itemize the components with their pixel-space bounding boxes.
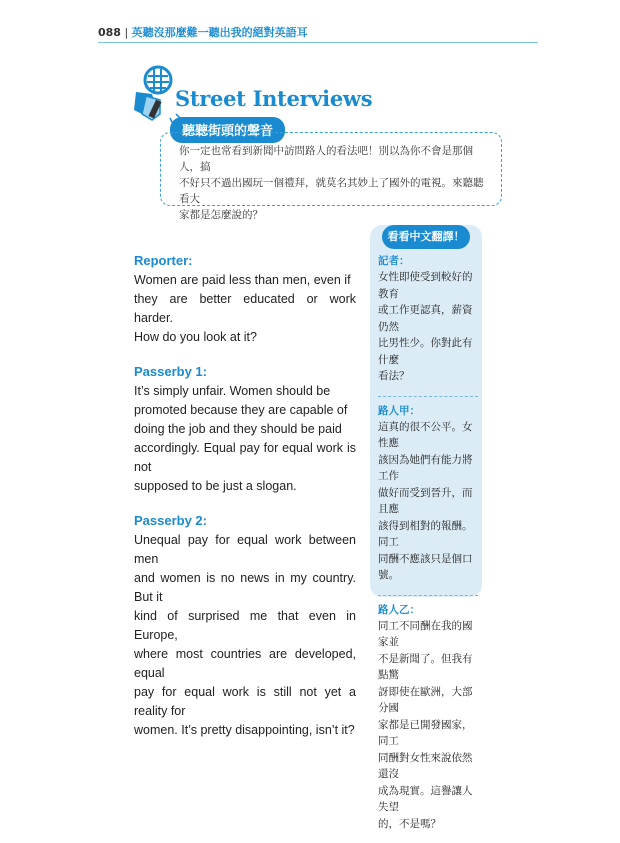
translation-line: 的，不是嗎？ xyxy=(378,817,441,830)
section-subtitle-badge: 聽聽街頭的聲音 xyxy=(170,117,285,143)
page-header xyxy=(98,24,538,40)
translation-speaker: 路人乙： xyxy=(378,603,420,616)
translation-line: 看法？ xyxy=(378,370,410,382)
header-rule xyxy=(98,42,538,43)
page-number: 088 xyxy=(98,26,121,39)
translation-line: 不是新聞了。但我有點驚 xyxy=(378,652,473,681)
translation-line: 做好而受到晉升，而且應 xyxy=(378,486,473,515)
dialogue-column xyxy=(134,253,356,757)
dialogue-block-passerby-2 xyxy=(134,513,356,740)
translation-line: 同酬對女性來說依然還沒 xyxy=(378,751,473,780)
speaker-label: Reporter: xyxy=(134,253,193,268)
translation-text xyxy=(378,269,478,385)
translation-content xyxy=(378,251,478,843)
dialogue-block-passerby-1 xyxy=(134,364,356,496)
dialogue-line: kind of surprised me that even in Europe, xyxy=(134,609,356,642)
translation-speaker: 記者： xyxy=(378,255,410,267)
dialogue-line: Unequal pay for equal work between men xyxy=(134,533,356,566)
dialogue-line: supposed to be just a slogan. xyxy=(134,479,297,493)
translation-entry-passerby-1 xyxy=(378,403,478,584)
dialogue-line: promoted because they are capable of xyxy=(134,403,348,417)
translation-line: 家都是已開發國家，同工 xyxy=(378,718,473,747)
section-title: Street Interviews xyxy=(175,86,373,111)
speaker-label: Passerby 1: xyxy=(134,364,207,379)
translation-text xyxy=(378,419,478,584)
header-separator: | xyxy=(124,26,132,39)
translation-line: 這真的很不公平。女性應 xyxy=(378,420,473,449)
translation-entry-reporter xyxy=(378,253,478,385)
dialogue-block-reporter xyxy=(134,253,356,347)
dialogue-line: accordingly. Equal pay for equal work is not xyxy=(134,441,356,474)
translation-panel xyxy=(370,225,482,830)
intro-line: 你一定也常看到新聞中訪問路人的看法吧！別以為你不會是那個人，搞 xyxy=(179,145,473,173)
intro-box xyxy=(160,132,502,221)
dialogue-line: doing the job and they should be paid xyxy=(134,422,342,436)
translation-panel-title: 看看中文翻譯！ xyxy=(382,225,470,249)
translation-speaker: 路人甲： xyxy=(378,404,420,417)
dialogue-line: where most countries are developed, equal xyxy=(134,647,356,680)
dialogue-line: It’s simply unfair. Women should be xyxy=(134,384,331,398)
speaker-label: Passerby 2: xyxy=(134,513,207,528)
translation-line: 女性即使受到較好的教育 xyxy=(378,271,473,300)
translation-line: 或工作更認真，薪資仍然 xyxy=(378,304,473,333)
dialogue-line: How do you look at it? xyxy=(134,330,257,344)
translation-text xyxy=(378,618,478,833)
dialogue-line: women. It’s pretty disappointing, isn’t it? xyxy=(134,723,355,737)
intro-line: 家都是怎麼說的？ xyxy=(179,209,263,221)
intro-line: 不好只不過出國玩一個禮拜，就莫名其妙上了國外的電視。來聽聽看大 xyxy=(179,177,484,205)
dialogue-line: Women are paid less than men, even if xyxy=(134,273,351,287)
translation-line: 訝即使在歐洲，大部分國 xyxy=(378,685,473,714)
translation-line: 同工不同酬在我的國家並 xyxy=(378,619,473,648)
translation-line: 該因為她們有能力將工作 xyxy=(378,453,473,482)
dialogue-line: pay for equal work is still not yet a reality for xyxy=(134,685,356,718)
translation-line: 同酬不應該只是個口號。 xyxy=(378,552,473,581)
dialogue-line: they are better educated or work harder. xyxy=(134,292,356,325)
translation-divider xyxy=(378,595,478,596)
translation-line: 成為現實。這譽讓人失望 xyxy=(378,784,473,813)
translation-line: 該得到相對的報酬。同工 xyxy=(378,519,473,548)
translation-line: 比男性少。你對此有什麼 xyxy=(378,337,473,366)
translation-entry-passerby-2 xyxy=(378,602,478,833)
book-title: 英聽沒那麼難一聽出我的絕對英語耳 xyxy=(131,26,308,39)
translation-divider xyxy=(378,396,478,397)
dialogue-line: and women is no news in my country. But it xyxy=(134,571,356,604)
